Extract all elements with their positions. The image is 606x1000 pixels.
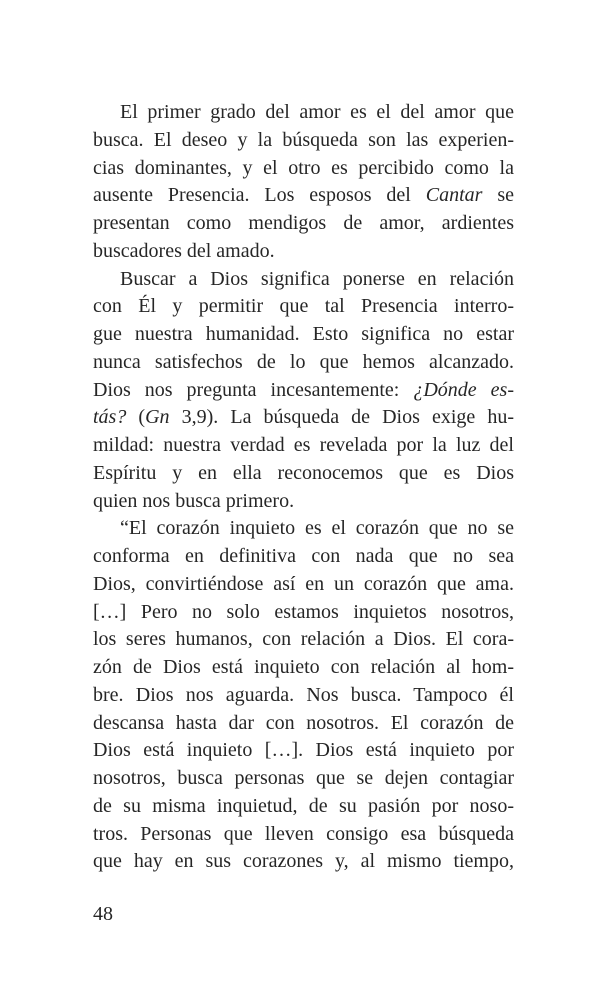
text-line <box>93 321 514 349</box>
text-segment: busca. El deseo y la búsqueda son las experien- <box>93 128 514 151</box>
text-line <box>93 571 514 599</box>
text-segment: descansa hasta dar con nosotros. El corazón de <box>93 711 514 734</box>
italic-text: tás? <box>93 406 127 429</box>
text-segment: ( <box>126 406 146 429</box>
text-segment: presentan como mendigos de amor, ardientes <box>93 212 514 234</box>
text-line <box>93 710 514 738</box>
text-line <box>93 654 514 682</box>
text-line <box>93 349 514 377</box>
text-segment: quien nos busca primero. <box>93 489 295 512</box>
text-segment: “El corazón inquieto es el corazón que no se <box>120 517 514 540</box>
text-segment: nunca satisfechos de lo que hemos alcanzado. <box>93 350 514 373</box>
text-line <box>93 238 514 266</box>
text-line <box>93 182 514 210</box>
text-segment: ausente Presencia. Los esposos del <box>93 184 426 207</box>
text-segment: zón de Dios está inquieto con relación al hom- <box>93 656 514 678</box>
paragraph <box>93 99 514 266</box>
text-segment: Dios, convirtiéndose así en un corazón que ama. <box>93 572 514 595</box>
text-line <box>93 737 514 765</box>
text-segment: […] Pero no solo estamos inquietos nosotros, <box>93 600 514 623</box>
text-segment: mildad: nuestra verdad es revelada por la luz del <box>93 434 514 456</box>
text-segment: bre. Dios nos aguarda. Nos busca. Tampoco él <box>93 683 514 706</box>
text-line <box>93 488 514 516</box>
italic-text: Cantar <box>425 184 483 207</box>
text-line <box>93 626 514 654</box>
paragraph <box>93 266 514 516</box>
text-segment: Buscar a Dios significa ponerse en relación <box>120 267 514 290</box>
text-line <box>93 599 514 627</box>
text-line <box>93 793 514 821</box>
text-line <box>93 765 514 793</box>
text-line <box>93 99 514 127</box>
text-line <box>93 821 514 849</box>
text-segment: El primer grado del amor es el del amor que <box>120 101 514 123</box>
text-segment: los seres humanos, con relación a Dios. El cora- <box>93 628 514 651</box>
text-segment: con Él y permitir que tal Presencia interro- <box>93 295 514 318</box>
italic-text: ¿Dónde es- <box>413 378 514 401</box>
text-segment: Dios nos pregunta incesantemente: <box>93 378 414 401</box>
text-line <box>93 127 514 155</box>
text-segment: Espíritu y en ella reconocemos que es Dios <box>93 461 514 484</box>
text-segment: se <box>482 184 514 207</box>
text-segment: cias dominantes, y el otro es percibido como la <box>93 156 514 179</box>
text-line <box>93 404 514 432</box>
text-line <box>93 682 514 710</box>
text-segment: tros. Personas que lleven consigo esa búsqueda <box>93 822 514 845</box>
text-line <box>93 155 514 183</box>
text-line <box>93 848 514 876</box>
text-segment: Dios está inquieto […]. Dios está inquieto por <box>93 739 514 762</box>
text-line <box>93 515 514 543</box>
text-segment: de su misma inquietud, de su pasión por noso- <box>93 794 514 817</box>
italic-text: Gn <box>145 406 170 429</box>
text-segment: que hay en sus corazones y, al mismo tiempo, <box>93 850 514 873</box>
text-line <box>93 460 514 488</box>
page-number: 48 <box>93 903 113 925</box>
text-line <box>93 266 514 294</box>
text-segment: conforma en definitiva con nada que no sea <box>93 545 514 567</box>
text-line <box>93 543 514 571</box>
text-line <box>93 432 514 460</box>
text-segment: buscadores del amado. <box>93 239 275 262</box>
text-line <box>93 293 514 321</box>
text-line <box>93 210 514 238</box>
text-segment: gue nuestra humanidad. Esto significa no estar <box>93 323 514 345</box>
text-line <box>93 377 514 405</box>
book-page-body <box>93 99 514 876</box>
paragraph <box>93 515 514 876</box>
text-segment: 3,9). La búsqueda de Dios exige hu- <box>169 406 515 429</box>
text-segment: nosotros, busca personas que se dejen contagiar <box>93 767 514 789</box>
